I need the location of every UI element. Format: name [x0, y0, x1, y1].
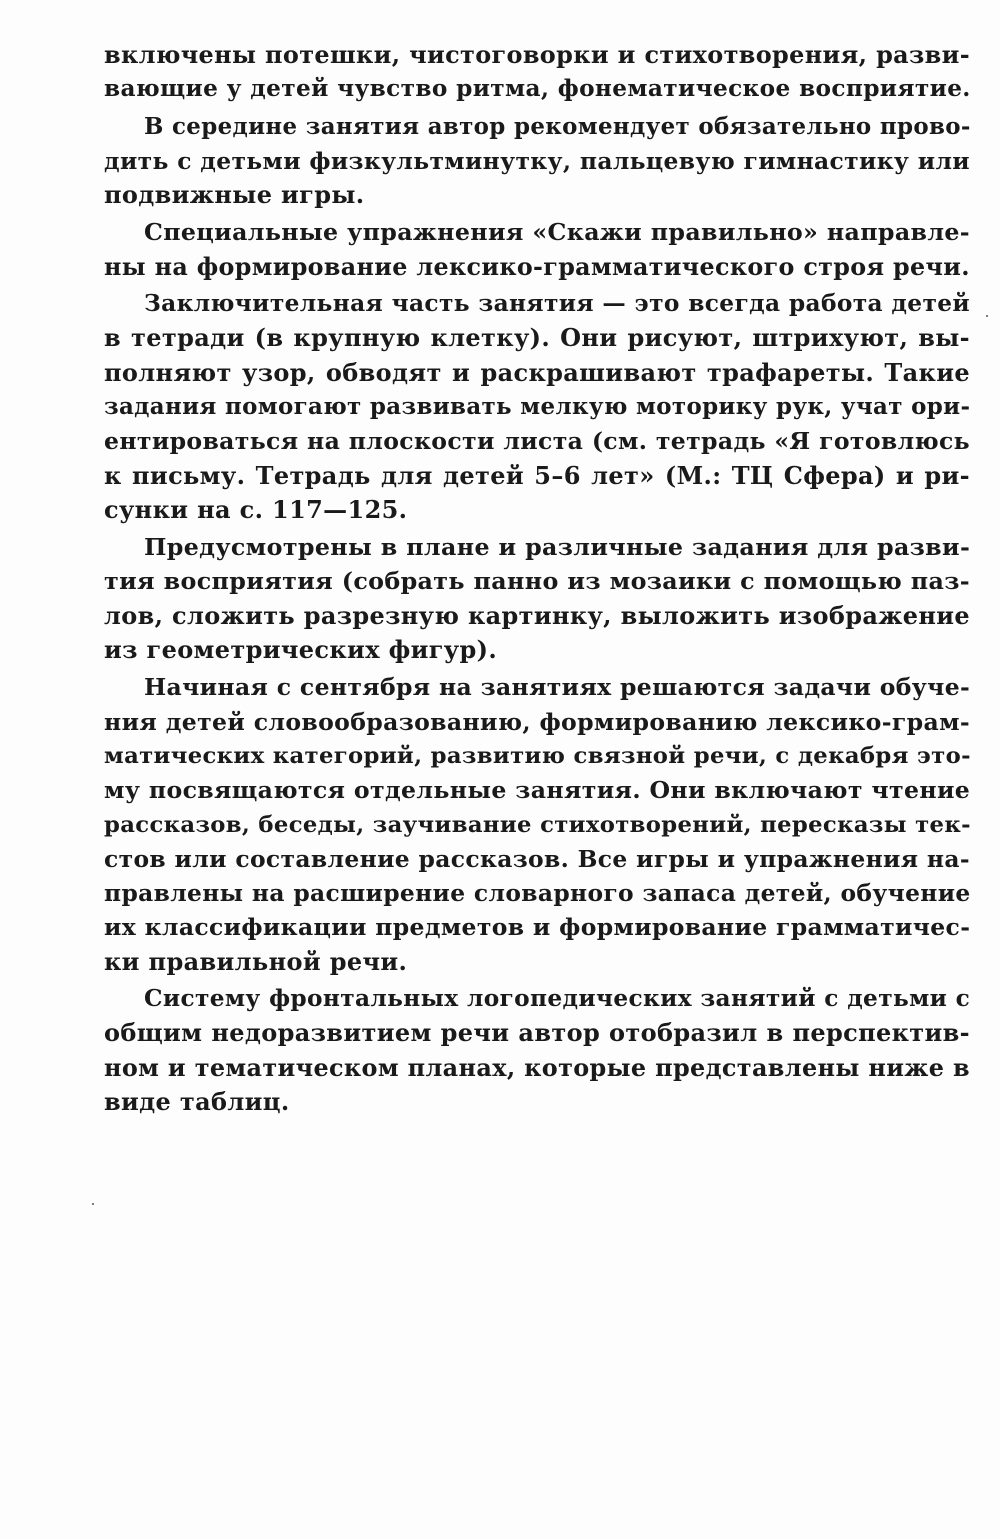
text-line: рассказов, беседы, заучивание стихотворений, пересказы тек- — [104, 811, 971, 838]
text-line: ния детей словообразованию, формированию лексико-грам- — [104, 707, 970, 736]
paragraph-6 — [104, 670, 970, 979]
text-line: ки правильной речи. — [104, 946, 408, 976]
text-line: тия восприятия (собрать панно из мозаики с помощью паз- — [104, 567, 970, 596]
text-line: стов или составление рассказов. Все игры и упражнения на- — [104, 844, 970, 873]
text-line: ентироваться на плоскости листа (см. тетрадь «Я готовлюсь — [104, 427, 970, 456]
text-line: ны на формирование лексико-грамматического строя речи. — [104, 252, 970, 281]
text-line: Заключительная часть занятия — это всегда работа детей — [144, 290, 971, 318]
paragraph-5 — [104, 530, 970, 667]
text-line: лов, сложить разрезную картинку, выложить изображение — [104, 600, 970, 630]
body-text — [104, 38, 970, 1122]
paragraph-3 — [104, 215, 970, 284]
text-line: правлены на расширение словарного запаса детей, обучение — [104, 879, 971, 908]
text-line: подвижные игры. — [104, 180, 365, 210]
text-line: общим недоразвитием речи автор отобразил в перспектив- — [104, 1018, 970, 1048]
paragraph-2 — [104, 110, 970, 213]
paragraph-7 — [104, 982, 970, 1119]
text-line: сунки на с. 117—125. — [104, 494, 408, 524]
text-line: му посвящаются отдельные занятия. Они включают чтение — [104, 776, 971, 805]
text-line: Систему фронтальных логопедических занятий с детьми с — [144, 985, 971, 1013]
paragraph-1 — [104, 38, 970, 107]
text-line: В середине занятия автор рекомендует обязательно прово- — [144, 112, 971, 140]
text-line: ном и тематическом планах, которые представлены ниже в — [104, 1053, 970, 1082]
text-line: Начиная с сентября на занятиях решаются задачи обуче- — [144, 673, 971, 702]
scan-speck — [92, 1203, 94, 1205]
text-line: в тетради (в крупную клетку). Они рисуют, штрихуют, вы- — [104, 323, 970, 353]
text-line: задания помогают развивать мелкую моторику рук, учат ори- — [104, 392, 971, 420]
text-line: матических категорий, развитию связной речи, с декабря это- — [104, 742, 971, 769]
text-line: из геометрических фигур). — [104, 635, 498, 665]
paragraph-4 — [104, 287, 970, 527]
text-line: к письму. Тетрадь для детей 5–6 лет» (М.: ТЦ Сфера) и ри- — [104, 460, 970, 490]
text-line: полняют узор, обводят и раскрашивают трафареты. Такие — [104, 357, 970, 387]
scan-speck — [986, 315, 988, 317]
text-line: включены потешки, чистоговорки и стихотворения, разви- — [104, 41, 970, 69]
text-line: их классификации предметов и формирование грамматичес- — [104, 913, 971, 942]
text-line: виде таблиц. — [104, 1086, 290, 1116]
text-line: вающие у детей чувство ритма, фонематическое восприятие. — [104, 75, 971, 103]
text-line: дить с детьми физкультминутку, пальцевую гимнастику или — [104, 146, 970, 175]
text-line: Специальные упражнения «Скажи правильно» направле- — [144, 218, 970, 247]
text-line: Предусмотрены в плане и различные задания для разви- — [144, 533, 971, 562]
